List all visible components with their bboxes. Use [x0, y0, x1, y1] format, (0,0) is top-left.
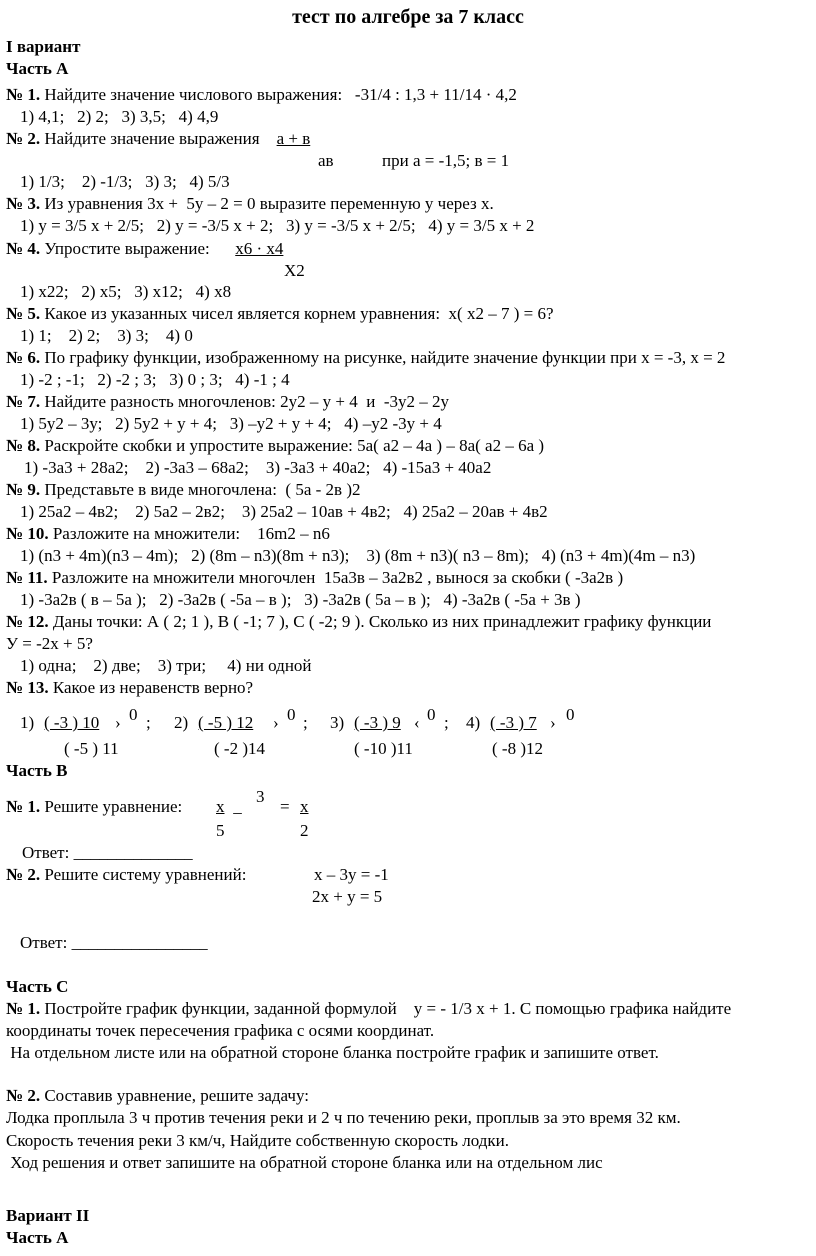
variant-2-heading: Вариант II: [6, 1206, 90, 1225]
question-8-answers: 1) -3а3 + 28а2; 2) -3а3 – 68а2; 3) -3а3 + 40а2; 4) -15а3 + 40а2: [24, 458, 492, 477]
q-text: Разложите на множители: 16m2 – n6: [48, 524, 330, 543]
q13-option-3-numerator: ( -3 ) 9: [354, 713, 401, 732]
q13-option-1-zero: 0: [129, 705, 138, 724]
question-7-answers: 1) 5у2 – 3у; 2) 5у2 + у + 4; 3) –у2 + у + 4; 4) –у2 -3у + 4: [20, 414, 442, 433]
b2-answer-line: Ответ: ________________: [20, 933, 208, 952]
q-text: Постройте график функции, заданной формулой у = - 1/3 х + 1. С помощью графика найдите: [40, 999, 732, 1018]
q-number: № 11.: [6, 568, 48, 587]
q-text: Найдите значение выражения: [40, 129, 277, 148]
q13-option-2-numerator: ( -5 ) 12: [198, 713, 254, 732]
question-5: [6, 303, 554, 325]
b1-minus: _: [229, 797, 246, 816]
question-11: [6, 567, 623, 589]
question-3: [6, 193, 494, 215]
question-4-answers: 1) х22; 2) х5; 3) х12; 4) х8: [20, 282, 232, 301]
b1-three: 3: [256, 787, 265, 806]
question-10-answers: 1) (n3 + 4m)(n3 – 4m); 2) (8m – n3)(8m + n3); 3) (8m + n3)( n3 – 8m); 4) (n3 + 4m)(4m – n3): [20, 546, 696, 565]
part-c-question-1-line-3: На отдельном листе или на обратной стороне бланка постройте график и запишите ответ.: [6, 1043, 659, 1062]
q-text: Какое из неравенств верно?: [48, 678, 254, 697]
q-number: № 7.: [6, 392, 41, 411]
q-number: № 8.: [6, 436, 41, 455]
part-c-question-2: [6, 1085, 309, 1107]
question-9: [6, 479, 361, 501]
part-c-heading: Часть С: [6, 977, 69, 996]
q-text: Найдите значение числового выражения: -31/4 : 1,3 + 11/14 · 4,2: [40, 85, 517, 104]
b1-answer-line: Ответ: ______________: [22, 843, 193, 862]
q13-option-3-label: 3): [330, 713, 345, 732]
system-equation-1: х – 3у = -1: [314, 865, 389, 884]
q-number: № 2.: [6, 865, 41, 884]
question-1: [6, 84, 517, 106]
q-text: Раскройте скобки и упростите выражение: 5а( а2 – 4а ) – 8а( а2 – 6а ): [40, 436, 545, 455]
q13-option-3-zero: 0: [427, 705, 436, 724]
variant-1-heading: I вариант: [6, 37, 81, 56]
q-number: № 4.: [6, 239, 41, 258]
q-text: Из уравнения 3х + 5у – 2 = 0 выразите переменную у через х.: [40, 194, 494, 213]
question-4: [6, 238, 283, 260]
q-number: № 9.: [6, 480, 41, 499]
b1-fraction-numerator-x: х: [216, 797, 225, 816]
question-11-answers: 1) -3а2в ( в – 5а ); 2) -3а2в ( -5а – в ); 3) -3а2в ( 5а – в ); 4) -3а2в ( -5а + 3в ): [20, 590, 581, 609]
q-number: № 12.: [6, 612, 49, 631]
part-c-question-1-line-2: координаты точек пересечения графика с осями координат.: [6, 1021, 435, 1040]
question-12-answers: 1) одна; 2) две; 3) три; 4) ни одной: [20, 656, 312, 675]
question-2-condition: при а = -1,5; в = 1: [382, 151, 510, 170]
q13-option-3-denominator: ( -10 )11: [354, 739, 413, 758]
q-number: № 1.: [6, 797, 41, 816]
q-number: № 6.: [6, 348, 41, 367]
q13-option-1-sign: ›: [115, 713, 121, 732]
question-13: [6, 677, 253, 699]
page-title: тест по алгебре за 7 класс: [292, 6, 524, 28]
fraction-numerator: х6 · х4: [235, 239, 284, 258]
q-text: По графику функции, изображенному на рисунке, найдите значение функции при х = -3, х = 2: [40, 348, 726, 367]
part-c-question-2-line-4: Ход решения и ответ запишите на обратной стороне бланка или на отдельном лис: [6, 1153, 603, 1172]
question-12: [6, 611, 711, 633]
q-text: Составив уравнение, решите задачу:: [40, 1086, 309, 1105]
question-6-answers: 1) -2 ; -1; 2) -2 ; 3; 3) 0 ; 3; 4) -1 ; 4: [20, 370, 290, 389]
q13-option-4-sign: ›: [550, 713, 556, 732]
q13-option-4-numerator: ( -3 ) 7: [490, 713, 537, 732]
system-equation-2: 2х + у = 5: [312, 887, 383, 906]
q-text: Разложите на множители многочлен 15а3в – 3а2в2 , вынося за скобки ( -3а2в ): [47, 568, 624, 587]
part-b-question-2: [6, 864, 246, 886]
q13-option-1-numerator: ( -3 ) 10: [44, 713, 100, 732]
b1-fraction-denominator-2: 2: [300, 821, 309, 840]
part-b-question-1: [6, 796, 191, 818]
variant-2-part-a-heading: Часть А: [6, 1228, 69, 1247]
b1-equals: =: [280, 797, 290, 816]
fraction-denominator: Х2: [284, 261, 305, 280]
q-text: Решите систему уравнений:: [40, 865, 247, 884]
question-5-answers: 1) 1; 2) 2; 3) 3; 4) 0: [20, 326, 193, 345]
q-number: № 2.: [6, 1086, 41, 1105]
part-c-question-2-line-2: Лодка проплыла 3 ч против течения реки и 2 ч по течению реки, проплыв за это время 32 км.: [6, 1108, 681, 1127]
q-text: Решите уравнение:: [40, 797, 191, 816]
question-10: [6, 523, 330, 545]
fraction-denominator: ав: [318, 151, 334, 170]
question-8: [6, 435, 544, 457]
q13-option-2-label: 2): [174, 713, 189, 732]
part-a-heading: Часть А: [6, 59, 69, 78]
q13-option-2-sign: ›: [273, 713, 279, 732]
q-text: Даны точки: А ( 2; 1 ), В ( -1; 7 ), С ( -2; 9 ). Сколько из них принадлежит графику функции: [48, 612, 712, 631]
q-number: № 2.: [6, 129, 41, 148]
q13-option-2-semicolon: ;: [303, 713, 308, 732]
question-2: [6, 128, 310, 150]
q13-option-2-denominator: ( -2 )14: [214, 739, 265, 758]
q-number: № 5.: [6, 304, 41, 323]
q-number: № 1.: [6, 85, 41, 104]
part-b-heading: Часть В: [6, 761, 68, 780]
q-text: Представьте в виде многочлена: ( 5а - 2в )2: [40, 480, 361, 499]
b1-fraction-denominator-5: 5: [216, 821, 225, 840]
q13-option-1-semicolon: ;: [146, 713, 151, 732]
q13-option-3-sign: ‹: [414, 713, 420, 732]
b1-fraction-numerator-x2: х: [300, 797, 309, 816]
question-6: [6, 347, 725, 369]
q13-option-1-denominator: ( -5 ) 11: [64, 739, 119, 758]
q-number: № 3.: [6, 194, 41, 213]
q13-option-1-label: 1): [20, 713, 35, 732]
question-12-continued: У = -2х + 5?: [6, 634, 93, 653]
question-3-answers: 1) у = 3/5 х + 2/5; 2) у = -3/5 х + 2; 3) у = -3/5 х + 2/5; 4) у = 3/5 х + 2: [20, 216, 535, 235]
q-text: Найдите разность многочленов: 2у2 – у + 4 и -3у2 – 2у: [40, 392, 449, 411]
part-c-question-2-line-3: Скорость течения реки 3 км/ч, Найдите собственную скорость лодки.: [6, 1131, 510, 1150]
question-1-answers: 1) 4,1; 2) 2; 3) 3,5; 4) 4,9: [20, 107, 219, 126]
q13-option-3-semicolon: ;: [444, 713, 449, 732]
fraction-numerator: а + в: [276, 129, 311, 148]
question-9-answers: 1) 25а2 – 4в2; 2) 5а2 – 2в2; 3) 25а2 – 10ав + 4в2; 4) 25а2 – 20ав + 4в2: [20, 502, 548, 521]
q-number: № 10.: [6, 524, 49, 543]
question-7: [6, 391, 449, 413]
q-number: № 13.: [6, 678, 49, 697]
q-text: Упростите выражение:: [40, 239, 236, 258]
question-2-answers: 1) 1/3; 2) -1/3; 3) 3; 4) 5/3: [20, 172, 230, 191]
q-text: Какое из указанных чисел является корнем уравнения: х( х2 – 7 ) = 6?: [40, 304, 554, 323]
q13-option-4-denominator: ( -8 )12: [492, 739, 543, 758]
q-number: № 1.: [6, 999, 41, 1018]
q13-option-4-label: 4): [466, 713, 481, 732]
part-c-question-1: [6, 998, 731, 1020]
q13-option-2-zero: 0: [287, 705, 296, 724]
q13-option-4-zero: 0: [566, 705, 575, 724]
